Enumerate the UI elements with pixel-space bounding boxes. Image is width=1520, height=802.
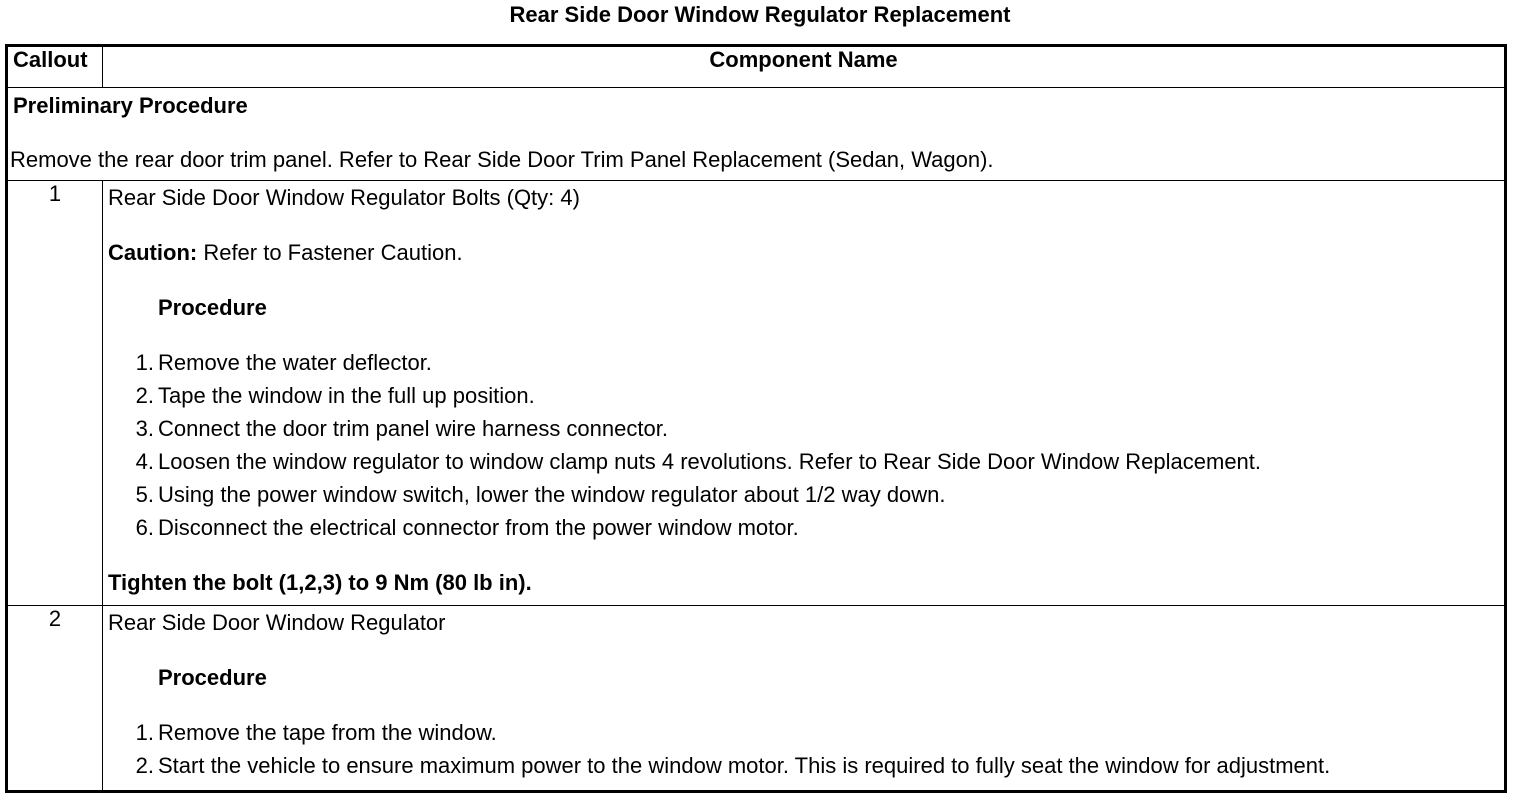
list-item — [108, 478, 1504, 511]
list-item — [108, 716, 1504, 749]
step-number: 2. — [135, 383, 154, 408]
component-name: Rear Side Door Window Regulator — [108, 610, 446, 635]
preliminary-cell — [7, 88, 1506, 181]
component-name: Rear Side Door Window Regulator Bolts (Qty: 4) — [108, 185, 580, 210]
list-item — [108, 379, 1504, 412]
caution-note — [108, 236, 1504, 269]
component-cell — [103, 606, 1506, 792]
caution-text: Refer to Fastener Caution. — [197, 240, 463, 265]
step-number: 6. — [135, 515, 154, 540]
table-row — [7, 606, 1506, 792]
list-item — [108, 749, 1504, 782]
table-row — [7, 181, 1506, 606]
caution-label: Caution: — [108, 240, 198, 265]
procedure-heading: Procedure — [158, 665, 267, 690]
step-number: 4. — [135, 449, 154, 474]
step-text: Start the vehicle to ensure maximum power to the window motor. This is required to fully seat the window for adjustment. — [158, 753, 1331, 778]
step-text: Loosen the window regulator to window clamp nuts 4 revolutions. Refer to Rear Side Door Window Replacement. — [158, 449, 1262, 474]
step-number: 2. — [135, 753, 154, 778]
step-number: 1. — [135, 720, 154, 745]
component-cell — [103, 181, 1506, 606]
procedure-table — [5, 44, 1507, 793]
list-item — [108, 445, 1504, 478]
step-text: Disconnect the electrical connector from the power window motor. — [158, 515, 799, 540]
component-name-header: Component Name — [103, 46, 1506, 88]
preliminary-text: Remove the rear door trim panel. Refer to Rear Side Door Trim Panel Replacement (Sedan, Wagon). — [10, 147, 994, 172]
callout-number: 1 — [7, 181, 103, 606]
preliminary-title: Preliminary Procedure — [13, 93, 248, 118]
step-text: Remove the tape from the window. — [158, 720, 497, 745]
table-header-row — [7, 46, 1506, 88]
list-item — [108, 412, 1504, 445]
step-text: Remove the water deflector. — [158, 350, 432, 375]
document-title: Rear Side Door Window Regulator Replacement — [509, 2, 1011, 27]
preliminary-row — [7, 88, 1506, 181]
list-item — [108, 346, 1504, 379]
step-text: Connect the door trim panel wire harness connector. — [158, 416, 668, 441]
step-number: 1. — [135, 350, 154, 375]
step-text: Using the power window switch, lower the window regulator about 1/2 way down. — [158, 482, 946, 507]
list-item — [108, 511, 1504, 544]
torque-specification: Tighten the bolt (1,2,3) to 9 Nm (80 lb in). — [108, 570, 532, 595]
callout-header: Callout — [7, 46, 103, 88]
step-text: Tape the window in the full up position. — [158, 383, 535, 408]
step-number: 5. — [135, 482, 154, 507]
procedure-heading: Procedure — [158, 295, 267, 320]
step-number: 3. — [135, 416, 154, 441]
callout-number: 2 — [7, 606, 103, 792]
